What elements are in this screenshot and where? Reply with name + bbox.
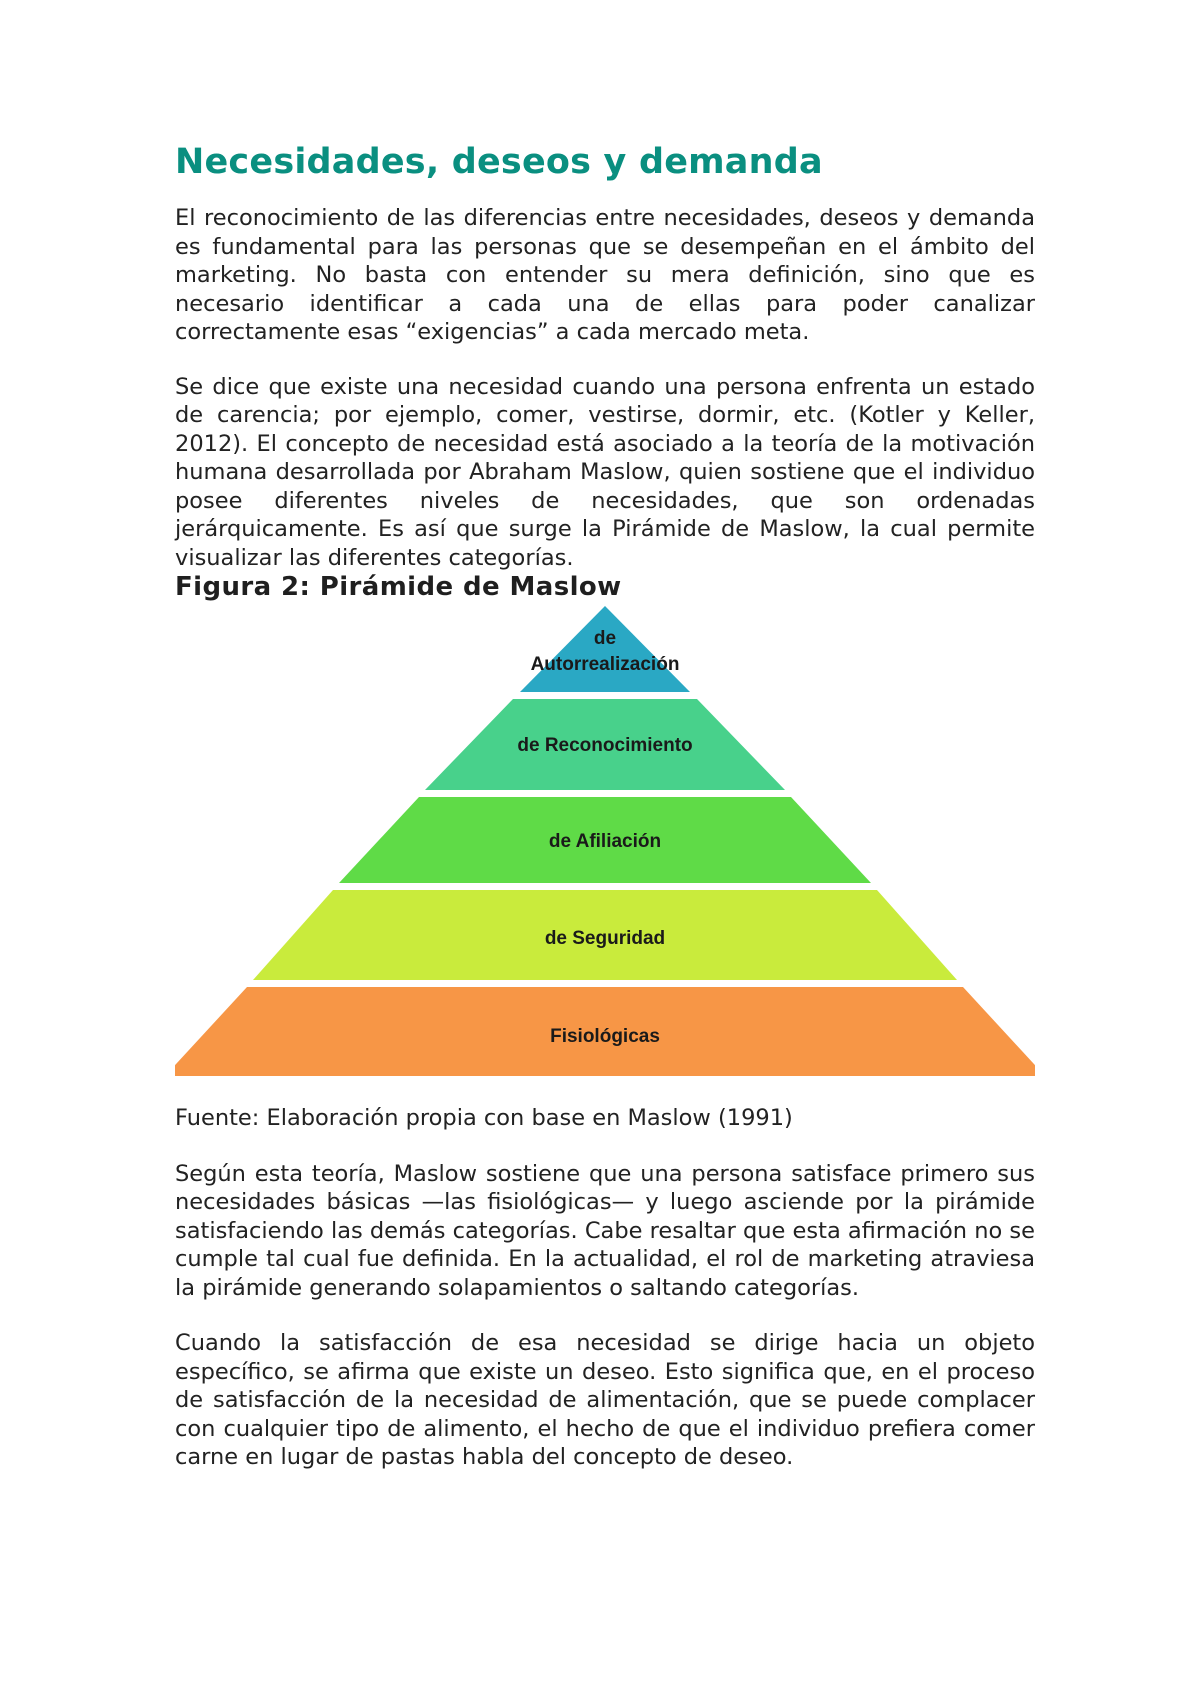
pyramid-label-reconocimiento: de Reconocimiento [517,735,693,756]
page-title: Necesidades, deseos y demanda [175,142,823,182]
pyramid-label-fisiologicas: Fisiológicas [550,1026,660,1047]
paragraph-deseo: Cuando la satisfacción de esa necesidad se dirige hacia un objeto específico, se afirma que existe un deseo. Esto significa que, en el proceso de satisfacción de la necesidad de alimentación, que se puede complacer con cualquier tipo de alimento, el hecho de que el individuo prefiera comer carne en lugar de pastas habla del concepto de deseo. [175,1330,1035,1470]
pyramid-label-autorrealizacion-2: Autorrealización [530,654,680,675]
paragraph-teoria: Según esta teoría, Maslow sostiene que una persona satisface primero sus necesidades básicas —las fisiológicas— y luego asciende por la pirámide satisfaciendo las demás categorías. Cabe resaltar que esta afirmación no se cumple tal cual fue definida. En la actualidad, el rol de marketing atraviesa la pirámide generando solapamientos o saltando categorías. [175,1160,1035,1301]
pyramid-level-autorrealizacion [520,606,690,692]
figure-source: Fuente: Elaboración propia con base en Maslow (1991) [175,1105,793,1131]
pyramid-label-autorrealizacion-1: de [593,628,617,649]
pyramid-label-afiliacion: de Afiliación [548,831,662,852]
pyramid-label-seguridad: de Seguridad [544,928,666,949]
maslow-pyramid [175,602,1035,1098]
figure-caption: Figura 2: Pirámide de Maslow [175,572,622,602]
document-page [175,140,1035,1472]
paragraph-intro: El reconocimiento de las diferencias entre necesidades, deseos y demanda es fundamental para las personas que se desempeñan en el ámbito del marketing. No basta con entender su mera definición, sino que es necesario identificar a cada una de ellas para poder canalizar correctamente esas “exigencias” a cada mercado meta. [175,205,1035,345]
paragraph-necesidad: Se dice que existe una necesidad cuando una persona enfrenta un estado de carencia; por ejemplo, comer, vestirse, dormir, etc. (Kotler y Keller, 2012). El concepto de necesidad está asociado a la teoría de la motivación humana desarrollada por Abraham Maslow, quien sostiene que el individuo posee diferentes niveles de necesidades, que son ordenadas jerárquicamente. Es así que surge la Pirámide de Maslow, la cual permite visualizar las diferentes categorías. [175,373,1035,571]
